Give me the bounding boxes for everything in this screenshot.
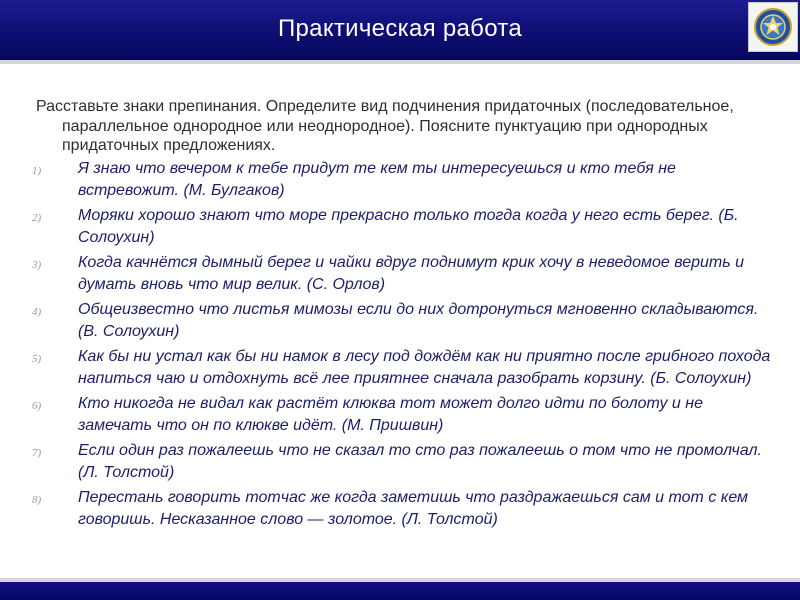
task-instructions [26, 97, 778, 156]
list-item [26, 299, 778, 344]
list-item [26, 205, 778, 250]
header-divider [0, 60, 800, 64]
item-number: 7) [32, 446, 42, 459]
item-text: Я знаю что вечером к тебе придут те кем ты интересуешься и кто тебя не встревожит. (М. Булгаков) [78, 159, 676, 199]
item-number: 6) [32, 399, 42, 412]
list-item [26, 158, 778, 203]
footer-bar [0, 582, 800, 600]
item-text: Если один раз пожалеешь что не сказал то сто раз пожалеешь о том что не промолчал. (Л. Толстой) [78, 441, 762, 481]
list-item [26, 393, 778, 438]
item-number: 1) [32, 164, 42, 177]
item-text: Перестань говорить тотчас же когда заметишь что раздражаешься сам и тот с кем говоришь. Несказанное слово — золотое. (Л. Толстой) [78, 488, 748, 528]
item-text: Как бы ни устал как бы ни намок в лесу под дождём как ни приятно после грибного похода напиться чаю и отдохнуть всё лее приятнее сначала разобрать корзину. (Б. Солоухин) [78, 347, 771, 387]
slide-content [26, 97, 778, 532]
item-number: 3) [32, 258, 42, 271]
item-number: 8) [32, 493, 42, 506]
list-item [26, 346, 778, 391]
task-instructions-text: Расставьте знаки препинания. Определите вид подчинения придаточных (последовательное, параллельное однородное или неоднородное). Поясните пунктуацию при однородных придаточных предложениях. [36, 98, 734, 154]
emblem-logo-icon [748, 2, 798, 52]
list-item [26, 252, 778, 297]
item-text: Моряки хорошо знают что море прекрасно только тогда когда у него есть берег. (Б. Солоухин) [78, 206, 739, 246]
item-number: 5) [32, 352, 42, 365]
list-item [26, 487, 778, 532]
item-text: Когда качнётся дымный берег и чайки вдруг поднимут крик хочу в неведомое верить и думать вновь что мир велик. (С. Орлов) [78, 253, 744, 293]
item-number: 4) [32, 305, 42, 318]
list-item [26, 440, 778, 485]
slide-title: Практическая работа [277, 15, 523, 42]
sentence-list [26, 158, 778, 532]
item-text: Общеизвестно что листья мимозы если до них дотронуться мгновенно складываются. (В. Солоухин) [78, 300, 759, 340]
header-bar [0, 0, 800, 60]
item-number: 2) [32, 211, 42, 224]
item-text: Кто никогда не видал как растёт клюква тот может долго идти по болоту и не замечать что он по клюкве идёт. (М. Пришвин) [78, 394, 703, 434]
